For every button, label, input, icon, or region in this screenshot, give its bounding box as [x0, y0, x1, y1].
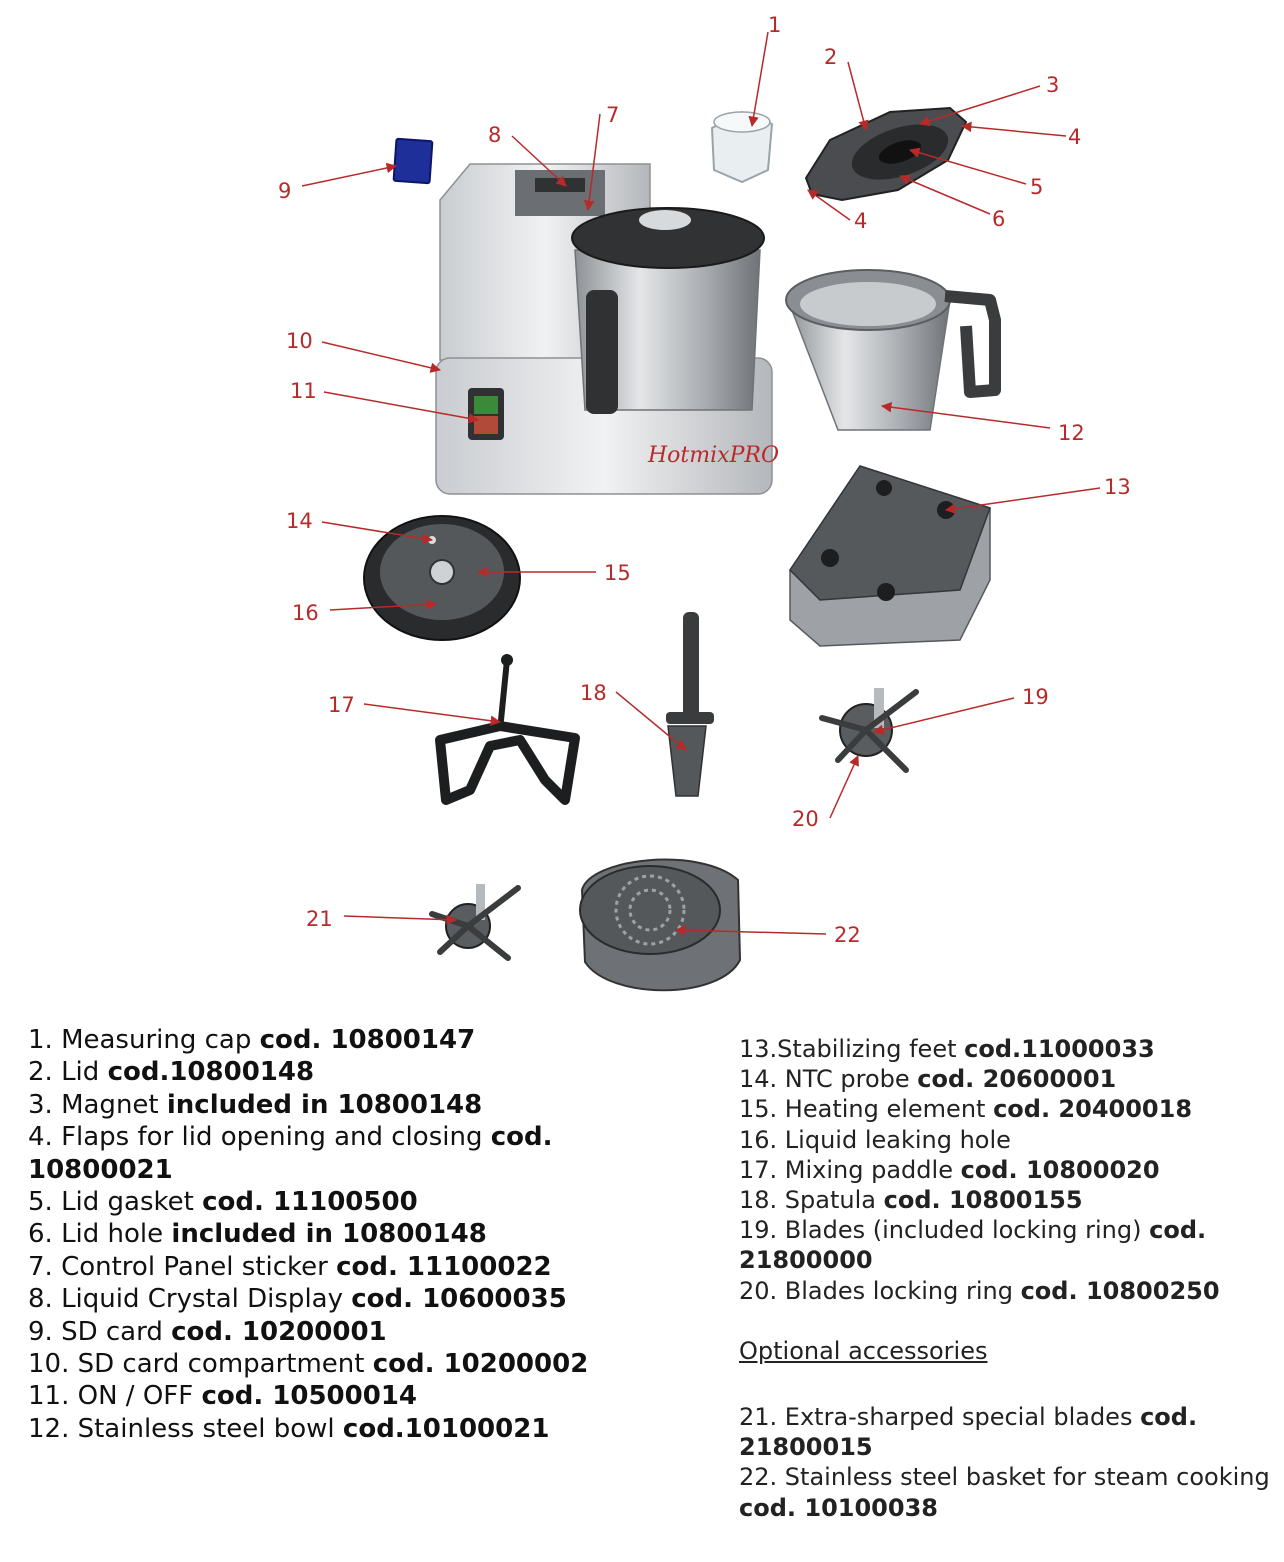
legend-row [28, 1154, 588, 1186]
part-code: cod. 11100500 [202, 1187, 418, 1218]
legend-row [739, 1493, 1270, 1523]
callout-1: 1 [768, 13, 782, 37]
part-label: 3. Magnet [28, 1089, 167, 1120]
callout-11: 11 [290, 379, 317, 403]
machine-body [436, 164, 779, 494]
part-label: 19. Blades (included locking ring) [739, 1216, 1150, 1245]
parts-legend-right-items [739, 1034, 1270, 1306]
blades-assembly [822, 688, 916, 770]
part-code: cod.10800148 [107, 1057, 315, 1088]
part-label: 13.Stabilizing feet [739, 1035, 965, 1063]
part-code: cod. 10800147 [259, 1025, 476, 1055]
parts-legend-right [739, 1034, 1270, 1523]
callout-4a: 4 [1068, 125, 1082, 149]
legend-row [739, 1245, 1270, 1275]
part-code: cod. [1140, 1403, 1198, 1432]
legend-row [28, 1413, 588, 1445]
part-label: 7. Control Panel sticker [28, 1251, 337, 1282]
callout-5: 5 [1030, 175, 1044, 199]
legend-row [739, 1432, 1270, 1462]
part-code: cod.10100021 [342, 1413, 550, 1444]
callout-20: 20 [792, 807, 819, 831]
legend-row [739, 1185, 1270, 1215]
part-code: cod. 10200001 [171, 1316, 387, 1347]
part-code: cod. 20600001 [917, 1065, 1117, 1094]
legend-row [28, 1024, 588, 1056]
part-code: cod. 11100022 [336, 1251, 552, 1282]
legend-row [739, 1125, 1270, 1155]
callout-22: 22 [834, 923, 861, 947]
legend-row [739, 1215, 1270, 1245]
part-label: 1. Measuring cap [28, 1025, 260, 1055]
part-code: cod. 10600035 [351, 1284, 567, 1315]
optional-accessories-items [739, 1402, 1270, 1523]
callout-4b: 4 [854, 209, 868, 233]
part-label: 12. Stainless steel bowl [28, 1413, 343, 1444]
callout-6: 6 [992, 207, 1006, 231]
callout-15: 15 [604, 561, 631, 585]
callout-17: 17 [328, 693, 355, 717]
part-label: 8. Liquid Crystal Display [28, 1284, 352, 1315]
part-label: 18. Spatula [739, 1186, 884, 1215]
legend-row [739, 1276, 1270, 1306]
steel-bowl [786, 270, 995, 430]
part-code: cod. 10500014 [201, 1381, 418, 1412]
brand-logo: HotmixPRO [648, 443, 779, 468]
legend-row [739, 1064, 1270, 1094]
callout-13: 13 [1104, 475, 1131, 499]
callout-14: 14 [286, 509, 313, 533]
legend-row [739, 1402, 1270, 1432]
callout-10: 10 [286, 329, 313, 353]
legend-row [28, 1251, 588, 1283]
part-code: cod. 20400018 [993, 1095, 1193, 1124]
legend-row [739, 1094, 1270, 1124]
callout-18: 18 [580, 681, 607, 705]
callout-3: 3 [1046, 73, 1060, 97]
legend-row [739, 1462, 1270, 1492]
legend-row [28, 1380, 588, 1412]
part-label: 6. Lid hole [28, 1219, 172, 1250]
part-code: 10800021 [28, 1154, 173, 1185]
part-label: 17. Mixing paddle [739, 1155, 961, 1184]
part-label: 4. Flaps for lid opening and closing [28, 1122, 491, 1153]
callout-9: 9 [278, 179, 292, 203]
part-code: cod. 10800020 [960, 1155, 1160, 1184]
machine-base [790, 466, 990, 646]
legend-row [28, 1089, 588, 1121]
part-code: included in 10800148 [166, 1089, 483, 1120]
sd-card [394, 139, 433, 183]
part-code: included in 10800148 [171, 1219, 487, 1250]
legend-row [739, 1155, 1270, 1185]
part-code: cod. 10200002 [372, 1349, 589, 1380]
special-blades [432, 884, 518, 958]
part-label: 20. Blades locking ring [739, 1276, 1021, 1305]
mixing-paddle [440, 654, 575, 800]
optional-accessories-title: Optional accessories [739, 1336, 988, 1365]
steam-basket [580, 860, 740, 991]
part-label: 10. SD card compartment [28, 1349, 373, 1380]
legend-row [739, 1034, 1270, 1064]
measuring-cap [712, 112, 772, 182]
part-code: cod. [490, 1122, 553, 1153]
part-label: 9. SD card [28, 1316, 172, 1347]
part-code: cod. [1149, 1216, 1207, 1245]
part-label: 21. Extra-sharped special blades [739, 1403, 1141, 1432]
part-label: 22. Stainless steel basket for steam cooking [739, 1463, 1270, 1492]
part-code: cod. 10800250 [1020, 1276, 1220, 1305]
legend-row [28, 1186, 588, 1218]
part-code: cod.11000033 [964, 1035, 1155, 1063]
heating-plate [364, 516, 520, 640]
callout-21: 21 [306, 907, 333, 931]
callout-7: 7 [606, 103, 620, 127]
part-label: 14. NTC probe [739, 1065, 918, 1094]
part-label: 16. Liquid leaking hole [739, 1125, 1011, 1154]
part-code: cod. 10800155 [883, 1186, 1083, 1215]
part-code: 21800015 [739, 1433, 873, 1462]
part-code: 21800000 [739, 1246, 873, 1275]
callout-16: 16 [292, 601, 319, 625]
parts-legend-left [28, 1024, 588, 1445]
callout-19: 19 [1022, 685, 1049, 709]
legend-row [28, 1056, 588, 1088]
legend-row [28, 1121, 588, 1153]
callout-12: 12 [1058, 421, 1085, 445]
part-label: 11. ON / OFF [28, 1381, 202, 1412]
part-label: 5. Lid gasket [28, 1187, 203, 1218]
legend-row [28, 1316, 588, 1348]
callout-8: 8 [488, 123, 502, 147]
legend-row [28, 1348, 588, 1380]
callout-2: 2 [824, 45, 838, 69]
part-label: 15. Heating element [739, 1095, 994, 1124]
lid [806, 108, 966, 200]
legend-row [28, 1283, 588, 1315]
part-code: cod. 10100038 [739, 1493, 938, 1522]
spatula [666, 612, 714, 796]
part-label: 2. Lid [28, 1057, 108, 1088]
legend-row [28, 1218, 588, 1250]
